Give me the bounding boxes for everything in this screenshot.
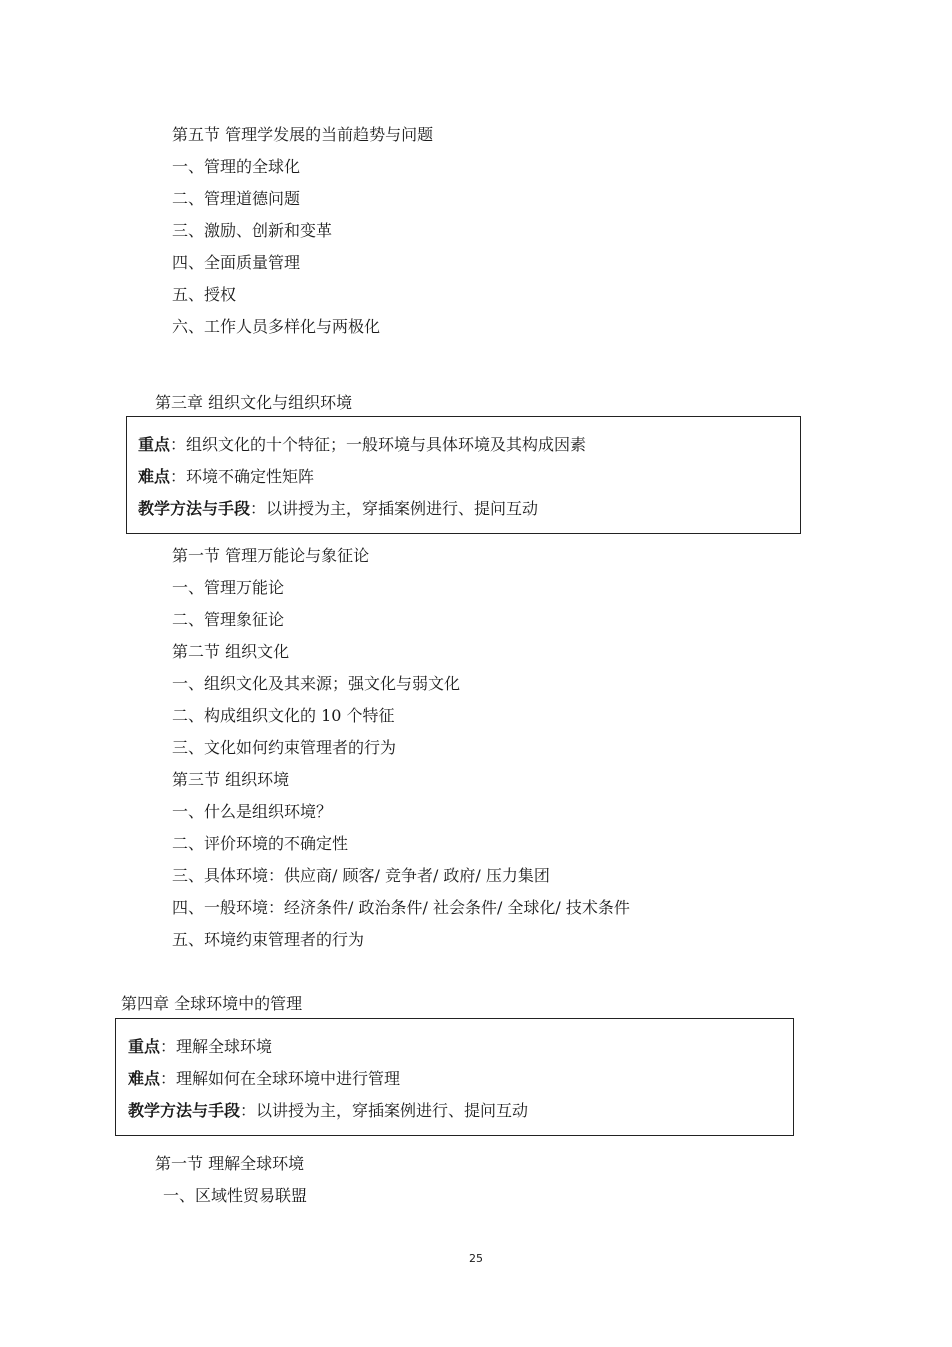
list-item: 一、管理的全球化	[172, 157, 301, 176]
list-item: 三、具体环境：供应商/ 顾客/ 竞争者/ 政府/ 压力集团	[172, 866, 550, 885]
list-item: 二、构成组织文化的 10 个特征	[172, 706, 395, 725]
list-item: 二、管理象征论	[172, 610, 285, 629]
section-heading: 第一节 管理万能论与象征论	[172, 546, 370, 565]
list-item: 四、全面质量管理	[172, 253, 301, 272]
teaching-method-text: ：以讲授为主，穿插案例进行、提问互动	[250, 499, 539, 518]
key-points-row	[138, 435, 586, 455]
page-number: 25	[469, 1252, 483, 1265]
chapter-title: 第三章 组织文化与组织环境	[155, 393, 353, 412]
section-heading: 第二节 组织文化	[172, 642, 290, 661]
list-item: 二、评价环境的不确定性	[172, 834, 349, 853]
list-item: 三、文化如何约束管理者的行为	[172, 738, 397, 757]
key-points-label: 重点	[138, 435, 171, 454]
list-item: 一、什么是组织环境？	[172, 802, 333, 821]
list-item: 五、环境约束管理者的行为	[172, 930, 365, 949]
chapter-summary-box	[126, 416, 801, 534]
list-item: 四、一般环境：经济条件/ 政治条件/ 社会条件/ 全球化/ 技术条件	[172, 898, 630, 917]
list-item: 二、管理道德问题	[172, 189, 301, 208]
key-points-row	[128, 1037, 272, 1057]
list-item: 五、授权	[172, 285, 237, 304]
list-item: 六、工作人员多样化与两极化	[172, 317, 381, 336]
list-item: 三、激励、创新和变革	[172, 221, 333, 240]
teaching-method-row	[128, 1101, 528, 1121]
difficulty-text: ：理解如何在全球环境中进行管理	[160, 1069, 401, 1088]
chapter-summary-box	[115, 1018, 794, 1136]
difficulty-text: ：环境不确定性矩阵	[170, 467, 315, 486]
difficulty-label: 难点	[128, 1069, 161, 1088]
list-item: 一、区域性贸易联盟	[163, 1186, 308, 1205]
key-points-text: ：理解全球环境	[160, 1037, 273, 1056]
list-item: 一、组织文化及其来源；强文化与弱文化	[172, 674, 461, 693]
chapter-title: 第四章 全球环境中的管理	[121, 994, 303, 1013]
section-heading: 第五节 管理学发展的当前趋势与问题	[172, 125, 434, 144]
section-heading: 第一节 理解全球环境	[155, 1154, 305, 1173]
teaching-method-text: ：以讲授为主，穿插案例进行、提问互动	[240, 1101, 529, 1120]
key-points-text: ：组织文化的十个特征；一般环境与具体环境及其构成因素	[170, 435, 587, 454]
difficulty-label: 难点	[138, 467, 171, 486]
teaching-method-label: 教学方法与手段	[138, 499, 251, 518]
section-heading: 第三节 组织环境	[172, 770, 290, 789]
difficulty-row	[138, 467, 314, 487]
teaching-method-label: 教学方法与手段	[128, 1101, 241, 1120]
key-points-label: 重点	[128, 1037, 161, 1056]
teaching-method-row	[138, 499, 538, 519]
difficulty-row	[128, 1069, 400, 1089]
list-item: 一、管理万能论	[172, 578, 285, 597]
